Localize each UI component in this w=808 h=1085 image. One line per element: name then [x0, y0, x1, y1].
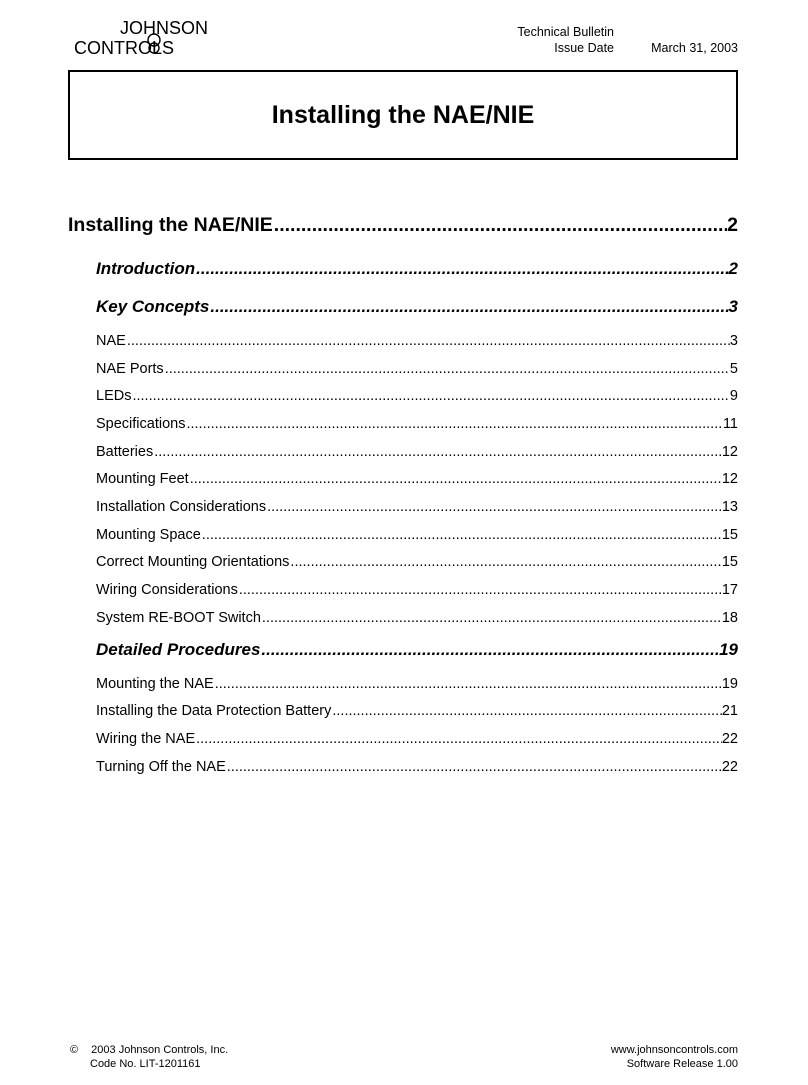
toc-entry-page: 19	[721, 676, 738, 692]
toc-dot-leader	[153, 444, 722, 460]
toc-entry-title: Specifications	[96, 416, 186, 432]
toc-dot-leader	[164, 361, 730, 377]
footer-right	[611, 1043, 738, 1071]
issue-date-value: March 31, 2003	[651, 41, 738, 55]
toc-entry-title: Installing the NAE/NIE	[68, 214, 273, 236]
toc-entry-page: 15	[721, 527, 738, 543]
toc-dot-leader	[209, 297, 728, 317]
toc-dot-leader	[260, 640, 719, 660]
toc-entry[interactable]	[96, 527, 738, 543]
toc-dot-leader	[195, 731, 722, 747]
title-box	[68, 70, 738, 160]
toc-entry[interactable]	[96, 554, 738, 570]
toc-entry[interactable]	[96, 703, 738, 719]
toc-entry-page: 18	[721, 610, 738, 626]
toc-entry-page: 12	[721, 444, 738, 460]
toc-entry[interactable]	[96, 259, 738, 279]
toc-entry-page: 13	[721, 499, 738, 515]
toc-entry-page: 2	[728, 259, 738, 278]
issue-date-row	[480, 40, 738, 56]
toc-entry-page: 3	[728, 297, 738, 316]
toc-entry-title: Mounting Feet	[96, 471, 189, 487]
logo-graphic	[74, 18, 244, 60]
toc-entry-title: Mounting Space	[96, 527, 201, 543]
toc-entry-title: Wiring the NAE	[96, 731, 196, 747]
toc-entry-page: 11	[722, 416, 738, 432]
toc-entry-page: 22	[721, 731, 738, 747]
toc-entry-title: Correct Mounting Orientations	[96, 554, 290, 570]
toc-entry[interactable]	[96, 731, 738, 747]
website-link[interactable]: www.johnsoncontrols.com	[610, 1044, 738, 1056]
toc-entry[interactable]	[96, 640, 738, 660]
toc-entry[interactable]	[68, 214, 738, 237]
toc-entry[interactable]	[96, 361, 738, 377]
logo-line-1: JOHNSON	[120, 18, 209, 38]
toc-entry-title: Key Concepts	[96, 297, 210, 316]
page-title: Installing the NAE/NIE	[271, 100, 535, 129]
toc-entry[interactable]	[96, 333, 738, 349]
toc-entry[interactable]	[96, 416, 738, 432]
toc-dot-leader	[195, 259, 728, 279]
toc-entry[interactable]	[96, 297, 738, 317]
footer-left	[70, 1043, 228, 1071]
logo-line-2: CONTROLS	[74, 38, 175, 58]
software-release: Software Release 1.00	[626, 1058, 738, 1070]
toc-entry-page: 2	[727, 214, 738, 236]
toc-entry[interactable]	[96, 582, 738, 598]
toc-entry-title: System RE-BOOT Switch	[96, 610, 261, 626]
toc-entry[interactable]	[96, 471, 738, 487]
copyright-text: 2003 Johnson Controls, Inc.	[91, 1044, 229, 1056]
toc-entry-title: Batteries	[96, 444, 154, 460]
toc-entry-title: Introduction	[96, 259, 196, 278]
toc-entry-title: Installing the Data Protection Battery	[96, 703, 332, 719]
toc-dot-leader	[289, 554, 721, 570]
toc-entry-page: 17	[721, 582, 738, 598]
toc-entry[interactable]	[96, 499, 738, 515]
toc-entry-page: 15	[721, 554, 738, 570]
toc-entry-title: Wiring Considerations	[96, 582, 238, 598]
code-number: Code No. LIT-1201161	[90, 1058, 201, 1070]
toc-entry-title: LEDs	[96, 388, 132, 404]
toc-dot-leader	[131, 388, 729, 404]
toc-entry[interactable]	[96, 444, 738, 460]
toc-dot-leader	[261, 610, 722, 626]
doc-type: Technical Bulletin	[517, 25, 614, 39]
toc-dot-leader	[266, 499, 722, 515]
toc-entry[interactable]	[96, 676, 738, 692]
header-meta	[480, 24, 738, 56]
toc-dot-leader	[185, 416, 722, 432]
toc-dot-leader	[273, 214, 727, 237]
toc-dot-leader	[201, 527, 722, 543]
toc-entry-title: Installation Considerations	[96, 499, 267, 515]
toc-entry[interactable]	[96, 610, 738, 626]
issue-date-label: Issue Date	[554, 41, 614, 55]
doc-type-row	[480, 24, 738, 40]
toc-entry-page: 21	[721, 703, 738, 719]
copyright-line	[70, 1043, 228, 1057]
toc-dot-leader	[189, 471, 722, 487]
toc-entry-title: Mounting the NAE	[96, 676, 214, 692]
toc-entry-title: NAE	[96, 333, 126, 349]
toc-dot-leader	[331, 703, 722, 719]
toc-entry-page: 22	[721, 759, 738, 775]
toc-entry-page: 9	[729, 388, 738, 404]
toc-entry-page: 3	[729, 333, 738, 349]
toc-dot-leader	[126, 333, 730, 349]
toc-entry-title: NAE Ports	[96, 361, 164, 377]
toc-entry-page: 5	[729, 361, 738, 377]
toc-dot-leader	[214, 676, 722, 692]
toc-entry-page: 19	[719, 640, 738, 659]
toc-entry-title: Turning Off the NAE	[96, 759, 226, 775]
toc-entry-page: 12	[721, 471, 738, 487]
toc-dot-leader	[238, 582, 722, 598]
toc-entry[interactable]	[96, 759, 738, 775]
toc-entry-title: Detailed Procedures	[96, 640, 261, 659]
johnson-controls-logo	[74, 18, 244, 60]
copyright-icon: ©	[70, 1044, 79, 1056]
toc-dot-leader	[226, 759, 722, 775]
toc-entry[interactable]	[96, 388, 738, 404]
